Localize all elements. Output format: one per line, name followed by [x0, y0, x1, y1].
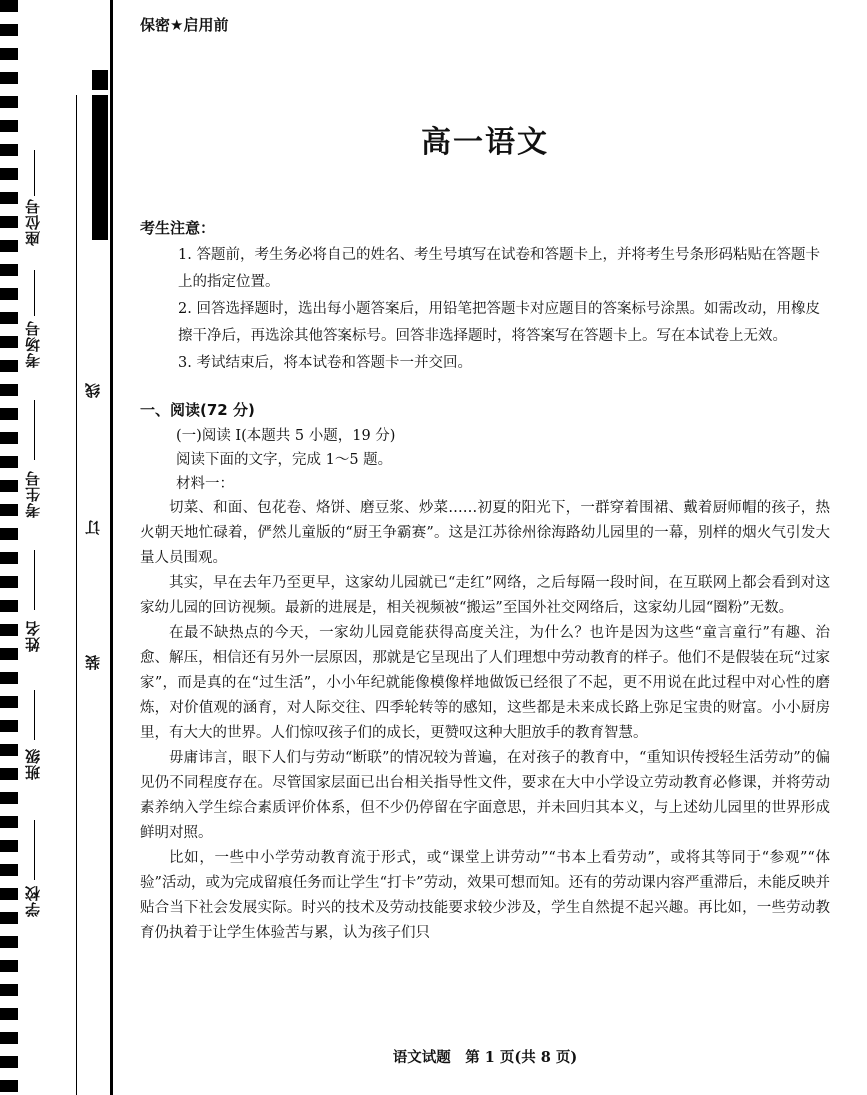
bind-mark-line: 线: [84, 383, 102, 398]
binding-stripe: [0, 456, 18, 468]
passage-paragraph: 在最不缺热点的今天，一家幼儿园竟能获得高度关注，为什么？也许是因为这些“童言童行”有趣、治愈、解压，相信还有另外一层原因，那就是它呈现出了人们理想中劳动教育的样子。他们不是假装在玩“过家家”，而是真的在“过生活”，小小年纪就能像模像样地做饭已经很了不起，更不用说在此过程中对心性的磨炼，对价值观的涵育，对人际交往、四季轮转等的感知，这些都是未来成长路上弥足宝贵的财富。小小厨房里，有大大的世界。人们惊叹孩子们的成长，更赞叹这种大胆放手的教育智慧。: [140, 625, 831, 741]
binding-stripe: [0, 864, 18, 876]
bind-mark-install: 装: [84, 655, 102, 670]
binding-stripe: [0, 888, 18, 900]
binding-border: [110, 0, 113, 1095]
binding-stripe: [0, 936, 18, 948]
binding-block: [92, 95, 108, 240]
field-line-name: [34, 550, 35, 610]
binding-stripe: [0, 384, 18, 396]
binding-stripe: [0, 648, 18, 660]
binding-stripe: [0, 0, 18, 12]
binding-stripe: [0, 960, 18, 972]
binding-stripes: [0, 0, 18, 1095]
binding-stripe: [0, 816, 18, 828]
passage-paragraph: 毋庸讳言，眼下人们与劳动“断联”的情况较为普遍，在对孩子的教育中，“重知识传授轻生活劳动”的偏见仍不同程度存在。尽管国家层面已出台相关指导性文件，要求在大中小学设立劳动教育必修课，并将劳动素养纳入学生综合素质评价体系，但不少仍停留在字面意思，并未回归其本义，与上述幼儿园里的世界形成鲜明对照。: [140, 750, 830, 841]
passage-paragraph: 切菜、和面、包花卷、烙饼、磨豆浆、炒菜……初夏的阳光下，一群穿着围裙、戴着厨师帽的孩子，热火朝天地忙碌着，俨然儿童版的“厨王争霸赛”。这是江苏徐州徐海路幼儿园里的一幕，别样的烟火气引发大量人员围观。: [140, 500, 830, 566]
part-heading: (一)阅读 Ⅰ(本题共 5 小题，19 分): [176, 428, 396, 444]
page-footer: 语文试题 第 1 页(共 8 页): [392, 1049, 578, 1066]
binding-stripe: [0, 312, 18, 324]
field-line-school: [34, 820, 35, 880]
binding-stripe: [0, 528, 18, 540]
binding-stripe: [0, 600, 18, 612]
binding-stripe: [0, 480, 18, 492]
binding-stripe: [0, 24, 18, 36]
binding-stripe: [0, 288, 18, 300]
binding-stripe: [0, 696, 18, 708]
field-label-room: 考场号: [24, 320, 42, 368]
binding-stripe: [0, 1080, 18, 1092]
bind-mark-order: 订: [84, 520, 102, 535]
binding-stripe: [0, 96, 18, 108]
binding-stripe: [0, 744, 18, 756]
binding-stripe: [0, 192, 18, 204]
binding-stripe: [0, 336, 18, 348]
passage-paragraph: 比如，一些中小学劳动教育流于形式，或“课堂上讲劳动”“书本上看劳动”，或将其等同于“参观”“体验”活动，或为完成留痕任务而让学生“打卡”劳动，效果可想而知。还有的劳动课内容严重滞后，未能反映并贴合当下社会发展实际。时兴的技术及劳动技能要求较少涉及，学生自然提不起兴趣。再比如，一些劳动教育仍执着于让学生体验苦与累，认为孩子们只: [140, 850, 830, 941]
passage-paragraph: 其实，早在去年乃至更早，这家幼儿园就已“走红”网络，之后每隔一段时间，在互联网上都会看到对这家幼儿园的回访视频。最新的进展是，相关视频被“搬运”至国外社交网络后，这家幼儿园“圈粉”无数。: [140, 575, 830, 616]
field-line-seat: [34, 150, 35, 196]
binding-stripe: [0, 216, 18, 228]
binding-stripe: [0, 552, 18, 564]
binding-stripe: [0, 576, 18, 588]
binding-stripe: [0, 984, 18, 996]
notice-heading: 考生注意：: [140, 219, 216, 237]
binding-stripe: [0, 768, 18, 780]
reading-instruction: 阅读下面的文字，完成 1～5 题。: [176, 452, 393, 468]
field-label-school: 学校: [24, 885, 42, 917]
binding-stripe: [0, 720, 18, 732]
binding-line: [76, 95, 77, 1095]
confidential-label: 保密★启用前: [140, 16, 229, 34]
binding-stripe: [0, 1032, 18, 1044]
field-label-class: 班级: [24, 748, 42, 780]
binding-stripe: [0, 144, 18, 156]
binding-stripe: [0, 72, 18, 84]
field-label-id: 考生号: [24, 470, 42, 518]
exam-page-content: [140, 14, 830, 946]
binding-block: [92, 70, 108, 90]
material-label: 材料一：: [176, 476, 234, 492]
binding-stripe: [0, 792, 18, 804]
binding-stripe: [0, 408, 18, 420]
field-label-seat: 座位号: [24, 198, 42, 246]
binding-stripe: [0, 1008, 18, 1020]
binding-stripe: [0, 48, 18, 60]
field-label-name: 姓名: [24, 620, 42, 652]
field-line-room: [34, 270, 35, 316]
binding-stripe: [0, 624, 18, 636]
binding-stripe: [0, 360, 18, 372]
field-line-id: [34, 400, 35, 460]
binding-stripe: [0, 840, 18, 852]
notice-item: 2. 回答选择题时，选出每小题答案后，用铅笔把答题卡对应题目的答案标号涂黑。如需改动，用橡皮擦干净后，再选涂其他答案标号。回答非选择题时，将答案写在答题卡上。写在本试卷上无效。: [178, 301, 820, 344]
binding-stripe: [0, 120, 18, 132]
exam-title: 高一语文: [421, 125, 549, 160]
notice-item: 3. 考试结束后，将本试卷和答题卡一并交回。: [178, 355, 472, 371]
binding-stripe: [0, 1056, 18, 1068]
section-heading: 一、阅读(72 分): [140, 401, 255, 419]
notice-item: 1. 答题前，考生务必将自己的姓名、考生号填写在试卷和答题卡上，并将考生号条形码粘贴在答题卡上的指定位置。: [178, 247, 820, 290]
binding-stripe: [0, 672, 18, 684]
binding-stripe: [0, 912, 18, 924]
binding-stripe: [0, 432, 18, 444]
binding-stripe: [0, 240, 18, 252]
field-line-class: [34, 690, 35, 740]
binding-stripe: [0, 504, 18, 516]
binding-stripe: [0, 264, 18, 276]
binding-stripe: [0, 168, 18, 180]
